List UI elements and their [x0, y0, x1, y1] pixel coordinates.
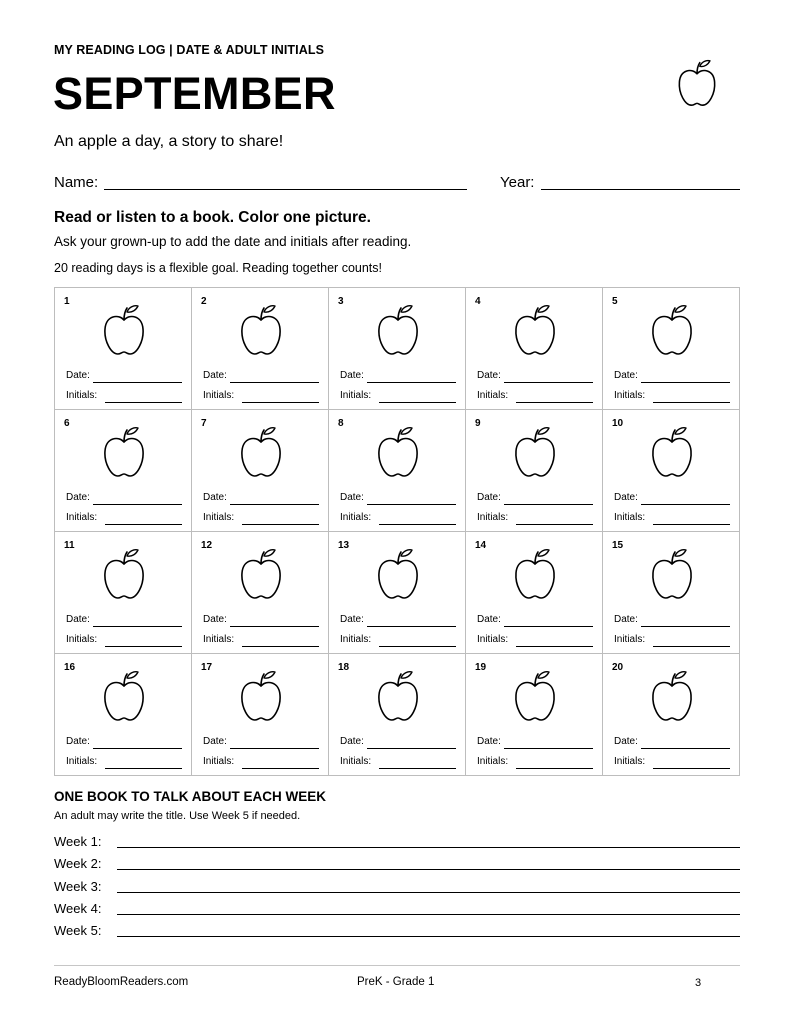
date-field[interactable] — [504, 626, 593, 627]
initials-label: Initials: — [203, 756, 235, 767]
name-label: Name: — [54, 174, 99, 191]
page-kicker: MY READING LOG | DATE & ADULT INITIALS — [54, 43, 325, 57]
week-label: Week 3: — [54, 878, 102, 894]
day-number: 3 — [338, 296, 344, 307]
day-cell — [603, 410, 740, 532]
date-label: Date: — [477, 614, 501, 625]
initials-field[interactable] — [516, 524, 593, 525]
apple-icon[interactable] — [513, 425, 557, 479]
initials-field[interactable] — [379, 524, 456, 525]
week-title-field[interactable] — [117, 892, 740, 893]
date-field[interactable] — [93, 504, 182, 505]
initials-field[interactable] — [105, 646, 182, 647]
initials-field[interactable] — [516, 402, 593, 403]
footer-grade: PreK - Grade 1 — [357, 976, 435, 988]
date-label: Date: — [203, 370, 227, 381]
initials-field[interactable] — [379, 402, 456, 403]
initials-label: Initials: — [614, 756, 646, 767]
initials-label: Initials: — [203, 512, 235, 523]
date-field[interactable] — [230, 748, 319, 749]
initials-label: Initials: — [203, 634, 235, 645]
day-number: 4 — [475, 296, 481, 307]
day-cell — [192, 532, 329, 654]
day-cell — [192, 288, 329, 410]
apple-icon[interactable] — [513, 669, 557, 723]
initials-label: Initials: — [614, 634, 646, 645]
initials-field[interactable] — [242, 402, 319, 403]
day-cell — [466, 410, 603, 532]
apple-icon[interactable] — [513, 547, 557, 601]
initials-label: Initials: — [66, 512, 98, 523]
day-number: 8 — [338, 418, 344, 429]
week-label: Week 4: — [54, 900, 102, 916]
initials-field[interactable] — [653, 646, 730, 647]
initials-field[interactable] — [516, 646, 593, 647]
apple-icon[interactable] — [513, 303, 557, 357]
day-number: 6 — [64, 418, 70, 429]
day-number: 16 — [64, 662, 76, 673]
day-cell — [329, 532, 466, 654]
page-title: SEPTEMBER — [53, 68, 336, 119]
date-field[interactable] — [641, 748, 730, 749]
week-title-field[interactable] — [117, 914, 740, 915]
week-title-field[interactable] — [117, 847, 740, 848]
day-number: 18 — [338, 662, 350, 673]
day-number: 14 — [475, 540, 487, 551]
name-field[interactable] — [104, 189, 467, 190]
day-number: 2 — [201, 296, 207, 307]
date-field[interactable] — [230, 626, 319, 627]
date-field[interactable] — [641, 382, 730, 383]
apple-icon[interactable] — [239, 425, 283, 479]
initials-field[interactable] — [105, 768, 182, 769]
date-label: Date: — [340, 614, 364, 625]
initials-label: Initials: — [66, 756, 98, 767]
weeks-sub: An adult may write the title. Use Week 5 if needed. — [54, 810, 301, 822]
date-label: Date: — [614, 736, 638, 747]
date-field[interactable] — [504, 748, 593, 749]
instructions-heading: Read or listen to a book. Color one picture. — [54, 209, 371, 226]
day-cell — [329, 288, 466, 410]
footer-site: ReadyBloomReaders.com — [54, 976, 189, 988]
initials-label: Initials: — [477, 634, 509, 645]
year-label: Year: — [500, 174, 535, 191]
apple-icon[interactable] — [650, 669, 694, 723]
date-field[interactable] — [367, 626, 456, 627]
day-number: 15 — [612, 540, 624, 551]
initials-label: Initials: — [66, 390, 98, 401]
page-number: 3 — [695, 977, 702, 989]
initials-label: Initials: — [614, 390, 646, 401]
initials-field[interactable] — [379, 646, 456, 647]
day-cell — [55, 410, 192, 532]
initials-label: Initials: — [614, 512, 646, 523]
instructions-goal: 20 reading days is a flexible goal. Reading together counts! — [54, 261, 382, 275]
day-cell — [466, 654, 603, 776]
initials-field[interactable] — [242, 646, 319, 647]
day-number: 19 — [475, 662, 487, 673]
apple-icon[interactable] — [239, 669, 283, 723]
week-label: Week 2: — [54, 856, 102, 872]
apple-icon[interactable] — [650, 547, 694, 601]
day-number: 7 — [201, 418, 207, 429]
day-number: 17 — [201, 662, 213, 673]
date-label: Date: — [66, 736, 90, 747]
day-cell — [192, 410, 329, 532]
apple-icon[interactable] — [102, 425, 146, 479]
initials-label: Initials: — [340, 390, 372, 401]
date-label: Date: — [340, 736, 364, 747]
day-cell — [603, 288, 740, 410]
day-number: 1 — [64, 296, 70, 307]
date-label: Date: — [340, 492, 364, 503]
day-cell — [603, 654, 740, 776]
day-cell — [466, 532, 603, 654]
day-number: 13 — [338, 540, 350, 551]
week-title-field[interactable] — [117, 869, 740, 870]
initials-field[interactable] — [379, 768, 456, 769]
apple-icon[interactable] — [376, 547, 420, 601]
date-field[interactable] — [93, 626, 182, 627]
footer-rule — [54, 965, 740, 966]
date-field[interactable] — [504, 382, 593, 383]
day-number: 5 — [612, 296, 618, 307]
date-label: Date: — [203, 614, 227, 625]
initials-field[interactable] — [105, 524, 182, 525]
date-label: Date: — [66, 614, 90, 625]
apple-icon — [674, 58, 720, 108]
day-cell — [603, 532, 740, 654]
apple-icon[interactable] — [102, 303, 146, 357]
initials-field[interactable] — [242, 768, 319, 769]
day-number: 20 — [612, 662, 624, 673]
initials-label: Initials: — [203, 390, 235, 401]
date-label: Date: — [340, 370, 364, 381]
initials-field[interactable] — [653, 768, 730, 769]
week-label: Week 1: — [54, 834, 102, 849]
week-title-field[interactable] — [117, 936, 740, 937]
apple-icon[interactable] — [376, 425, 420, 479]
day-cell — [55, 288, 192, 410]
year-field[interactable] — [541, 189, 740, 190]
week-label: Week 5: — [54, 923, 102, 939]
initials-label: Initials: — [340, 756, 372, 767]
date-field[interactable] — [93, 748, 182, 749]
day-number: 9 — [475, 418, 481, 429]
day-number: 12 — [201, 540, 213, 551]
date-field[interactable] — [93, 382, 182, 383]
initials-field[interactable] — [653, 524, 730, 525]
apple-icon[interactable] — [102, 669, 146, 723]
initials-label: Initials: — [66, 634, 98, 645]
date-label: Date: — [66, 492, 90, 503]
apple-icon[interactable] — [102, 547, 146, 601]
day-cell — [55, 654, 192, 776]
initials-label: Initials: — [477, 756, 509, 767]
weeks-heading: ONE BOOK TO TALK ABOUT EACH WEEK — [54, 789, 326, 804]
initials-field[interactable] — [516, 768, 593, 769]
day-cell — [466, 288, 603, 410]
date-label: Date: — [614, 492, 638, 503]
date-label: Date: — [203, 736, 227, 747]
date-label: Date: — [614, 370, 638, 381]
date-label: Date: — [203, 492, 227, 503]
instructions-sub: Ask your grown-up to add the date and initials after reading. — [54, 234, 412, 249]
apple-icon[interactable] — [239, 547, 283, 601]
date-label: Date: — [66, 370, 90, 381]
date-field[interactable] — [641, 626, 730, 627]
initials-label: Initials: — [477, 512, 509, 523]
apple-icon[interactable] — [650, 303, 694, 357]
date-field[interactable] — [641, 504, 730, 505]
date-field[interactable] — [504, 504, 593, 505]
apple-icon[interactable] — [376, 303, 420, 357]
initials-label: Initials: — [340, 512, 372, 523]
date-label: Date: — [477, 370, 501, 381]
initials-field[interactable] — [242, 524, 319, 525]
initials-label: Initials: — [477, 390, 509, 401]
day-number: 11 — [64, 540, 75, 551]
reading-log-grid — [54, 287, 740, 776]
date-label: Date: — [477, 492, 501, 503]
initials-field[interactable] — [105, 402, 182, 403]
day-number: 10 — [612, 418, 624, 429]
apple-icon[interactable] — [239, 303, 283, 357]
tagline: An apple a day, a story to share! — [54, 133, 284, 150]
day-cell — [55, 532, 192, 654]
day-cell — [329, 410, 466, 532]
apple-icon[interactable] — [650, 425, 694, 479]
date-label: Date: — [477, 736, 501, 747]
date-label: Date: — [614, 614, 638, 625]
date-field[interactable] — [230, 382, 319, 383]
date-field[interactable] — [367, 382, 456, 383]
day-cell — [329, 654, 466, 776]
initials-field[interactable] — [653, 402, 730, 403]
date-field[interactable] — [367, 748, 456, 749]
date-field[interactable] — [230, 504, 319, 505]
day-cell — [192, 654, 329, 776]
date-field[interactable] — [367, 504, 456, 505]
initials-label: Initials: — [340, 634, 372, 645]
apple-icon[interactable] — [376, 669, 420, 723]
